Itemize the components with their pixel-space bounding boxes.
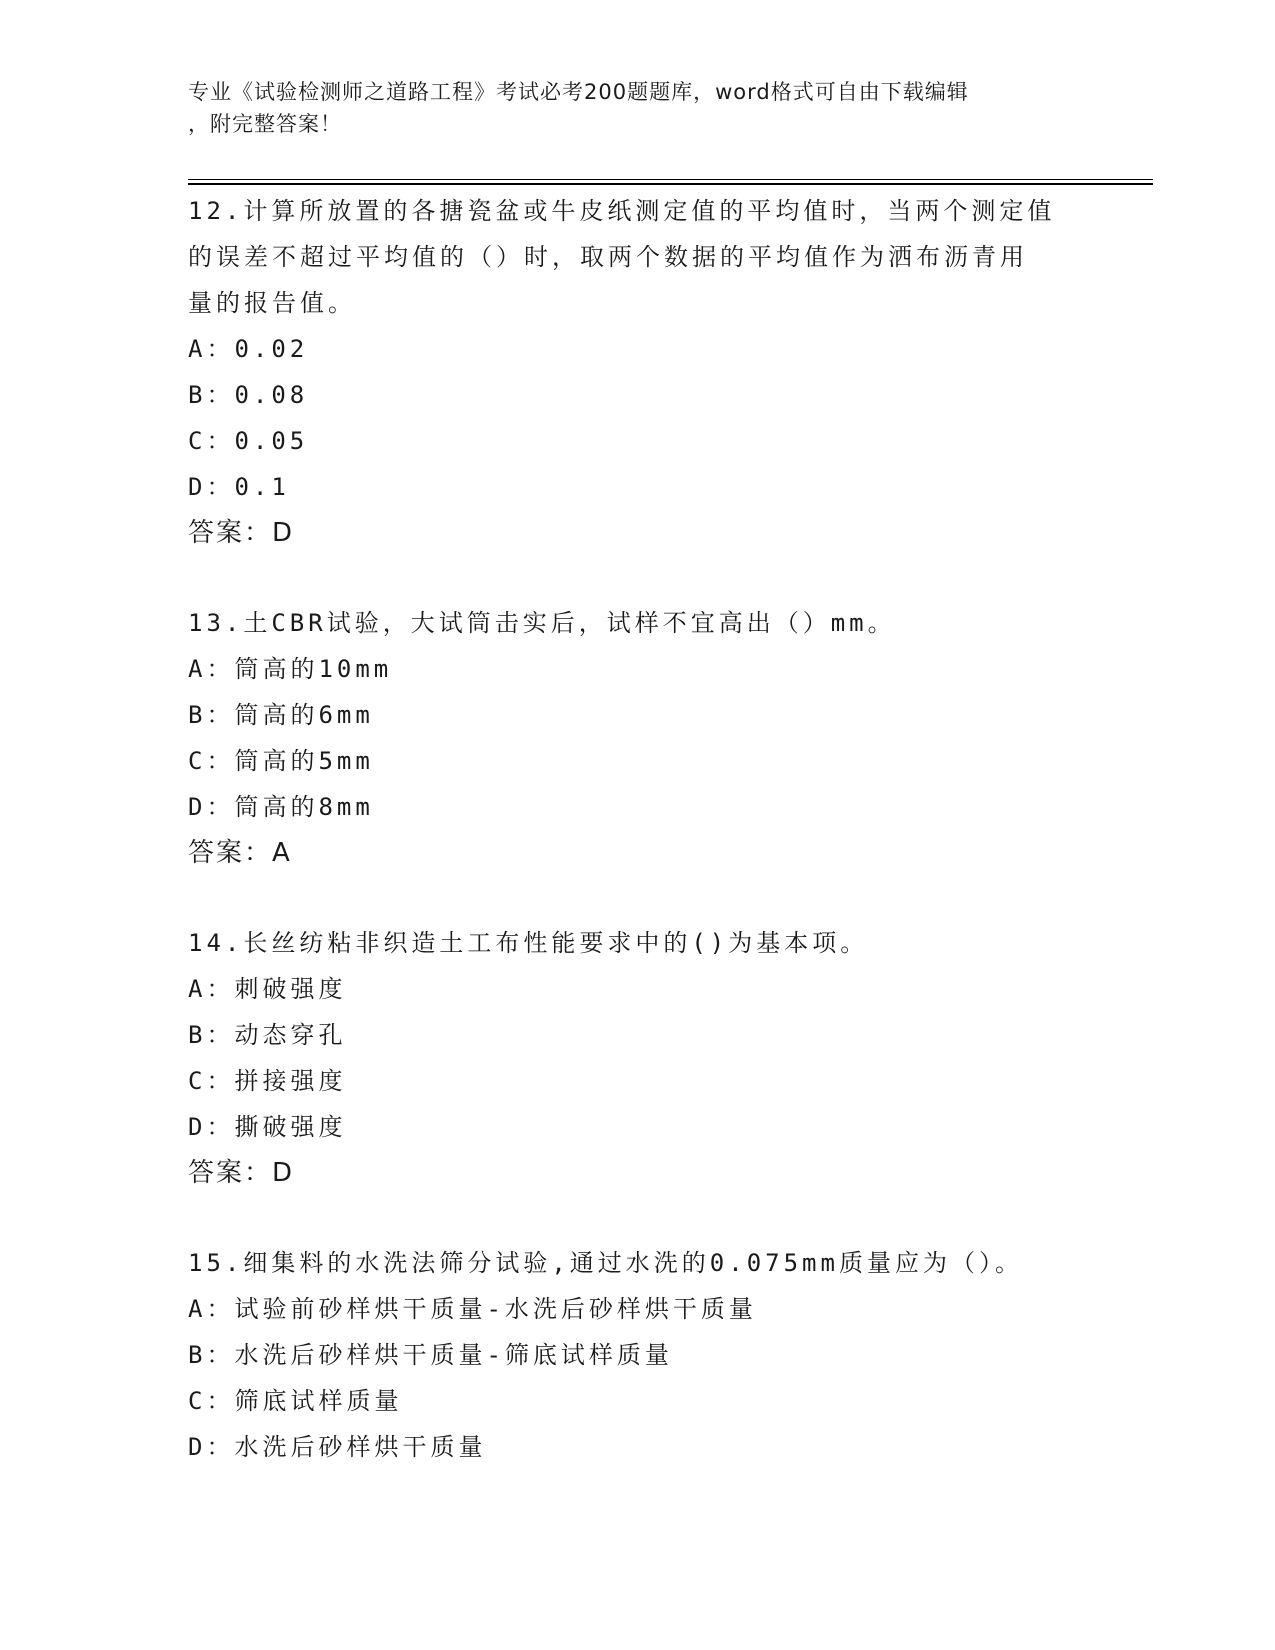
question-15	[188, 1240, 1088, 1470]
option-b	[188, 372, 1088, 418]
option-text: 刺破强度	[234, 975, 347, 1003]
answer-line: 答案：D	[188, 518, 295, 548]
header-line-1: 专业《试验检测师之道路工程》考试必考200题题库，word格式可自由下载编辑	[188, 80, 969, 104]
option-text: 拼接强度	[234, 1067, 347, 1095]
option-text: 撕破强度	[234, 1113, 347, 1141]
option-text: 筒高的10mm	[234, 655, 393, 683]
option-a	[188, 326, 1088, 372]
option-key: B：	[188, 701, 235, 729]
option-c	[188, 1378, 1088, 1424]
question-stem-line: 量的报告值。	[188, 289, 356, 317]
option-text: 0.08	[234, 381, 309, 409]
option-key: B：	[188, 1341, 235, 1369]
option-c	[188, 418, 1088, 464]
option-text: 筒高的5mm	[234, 747, 374, 775]
option-key: A：	[188, 1295, 235, 1323]
option-b	[188, 692, 1088, 738]
question-stem-line: 12.计算所放置的各搪瓷盆或牛皮纸测定值的平均值时，当两个测定值	[188, 197, 1056, 225]
option-key: C：	[188, 427, 235, 455]
option-key: C：	[188, 747, 235, 775]
option-a	[188, 1286, 1088, 1332]
option-d	[188, 464, 1088, 510]
option-a	[188, 966, 1088, 1012]
option-text: 试验前砂样烘干质量-水洗后砂样烘干质量	[234, 1295, 757, 1323]
option-key: D：	[188, 793, 235, 821]
option-key: A：	[188, 655, 235, 683]
question-stem-line: 15.细集料的水洗法筛分试验,通过水洗的0.075mm质量应为（）。	[188, 1249, 1023, 1277]
option-text: 筛底试样质量	[234, 1387, 403, 1415]
option-text: 筒高的6mm	[234, 701, 374, 729]
question-13	[188, 600, 1088, 876]
option-d	[188, 784, 1088, 830]
question-stem-line: 14.长丝纺粘非织造土工布性能要求中的()为基本项。	[188, 929, 869, 957]
option-text: 0.05	[234, 427, 309, 455]
option-b	[188, 1012, 1088, 1058]
option-key: C：	[188, 1387, 235, 1415]
option-text: 动态穿孔	[234, 1021, 347, 1049]
option-text: 水洗后砂样烘干质量	[234, 1433, 487, 1461]
header-line-2: ，附完整答案！	[188, 112, 342, 136]
question-stem-line: 13.土CBR试验，大试筒击实后，试样不宜高出（）mm。	[188, 609, 896, 637]
option-key: D：	[188, 1113, 235, 1141]
option-d	[188, 1104, 1088, 1150]
option-key: A：	[188, 335, 235, 363]
option-key: B：	[188, 381, 235, 409]
answer-line: 答案：A	[188, 838, 292, 868]
option-text: 0.02	[234, 335, 309, 363]
option-c	[188, 1058, 1088, 1104]
option-key: A：	[188, 975, 235, 1003]
option-key: C：	[188, 1067, 235, 1095]
option-key: B：	[188, 1021, 235, 1049]
answer-line: 答案：D	[188, 1158, 295, 1188]
option-d	[188, 1424, 1088, 1470]
option-a	[188, 646, 1088, 692]
question-14	[188, 920, 1088, 1196]
question-12	[188, 188, 1088, 556]
option-b	[188, 1332, 1088, 1378]
option-text: 0.1	[234, 473, 290, 501]
option-text: 筒高的8mm	[234, 793, 374, 821]
option-key: D：	[188, 473, 235, 501]
option-text: 水洗后砂样烘干质量-筛底试样质量	[234, 1341, 673, 1369]
document-header	[188, 76, 1068, 140]
header-divider-thick	[188, 183, 1153, 185]
option-c	[188, 738, 1088, 784]
header-divider-thin	[188, 179, 1153, 180]
question-stem-line: 的误差不超过平均值的（）时，取两个数据的平均值作为洒布沥青用	[188, 243, 1028, 271]
option-key: D：	[188, 1433, 235, 1461]
